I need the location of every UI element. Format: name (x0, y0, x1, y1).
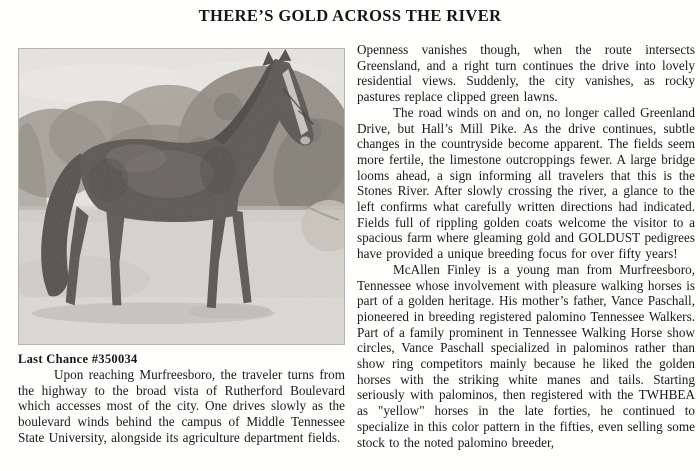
right-column-paragraph-3: McAllen Finley is a young man from Murfreesboro, Tennessee whose involvement with pleasure walking horses is part of a golden heritage. His mother’s father, Vance Paschall, pioneered in breeding registered palomino Tennessee Walkers. Part of a family prominent in Tennessee Walking Horse show circles, Vance Paschall specialized in palominos rather than show ring competitors mainly because he liked the golden horses with the striking white manes and tails. Starting seriously with palominos, then registered with the TWHBEA as "yellow" horses in the late forties, he continued to specialize in this color pattern in the fifties, even selling some stock to the noted palomino breeder, (357, 261, 695, 450)
right-column-paragraph-1: Openness vanishes though, when the route intersects Greensland, and a right turn continues the drive into lovely residential views. Suddenly, the city vanishes, as rocky pastures replace clipped green lawns. (357, 42, 695, 105)
horse-photo-figure (18, 48, 345, 367)
left-column (18, 48, 345, 446)
photo-caption: Last Chance #350034 (18, 352, 138, 366)
horse-photo (18, 48, 345, 345)
right-column (357, 42, 695, 450)
horse-photo-illustration (19, 49, 344, 344)
page-title: THERE’S GOLD ACROSS THE RIVER (198, 6, 502, 25)
left-column-paragraph: Upon reaching Murfreesboro, the traveler turns from the highway to the broad vista of Rutherford Boulevard which accesses most of the city. One drives slowly as the boulevard winds behind the campus of Middle Tennessee State University, alongside its agriculture department fields. (18, 367, 345, 445)
photo-grain-overlay (19, 49, 344, 344)
right-column-paragraph-2: The road winds on and on, no longer called Greenland Drive, but Hall’s Mill Pike. As the drive continues, subtle changes in the countryside become apparent. The fields seem more fertile, the limestone outcroppings fewer. A large bridge looms ahead, a sign informing all travelers that this is the Stones River. After slowly crossing the river, a glance to the left confirms what carefully written directions had indicated. Fields full of rippling golden coats welcome the visitor to a spacious farm where gleaming gold and GOLDUST pedigrees have provided a unique breeding focus for over fifty years! (357, 104, 695, 262)
